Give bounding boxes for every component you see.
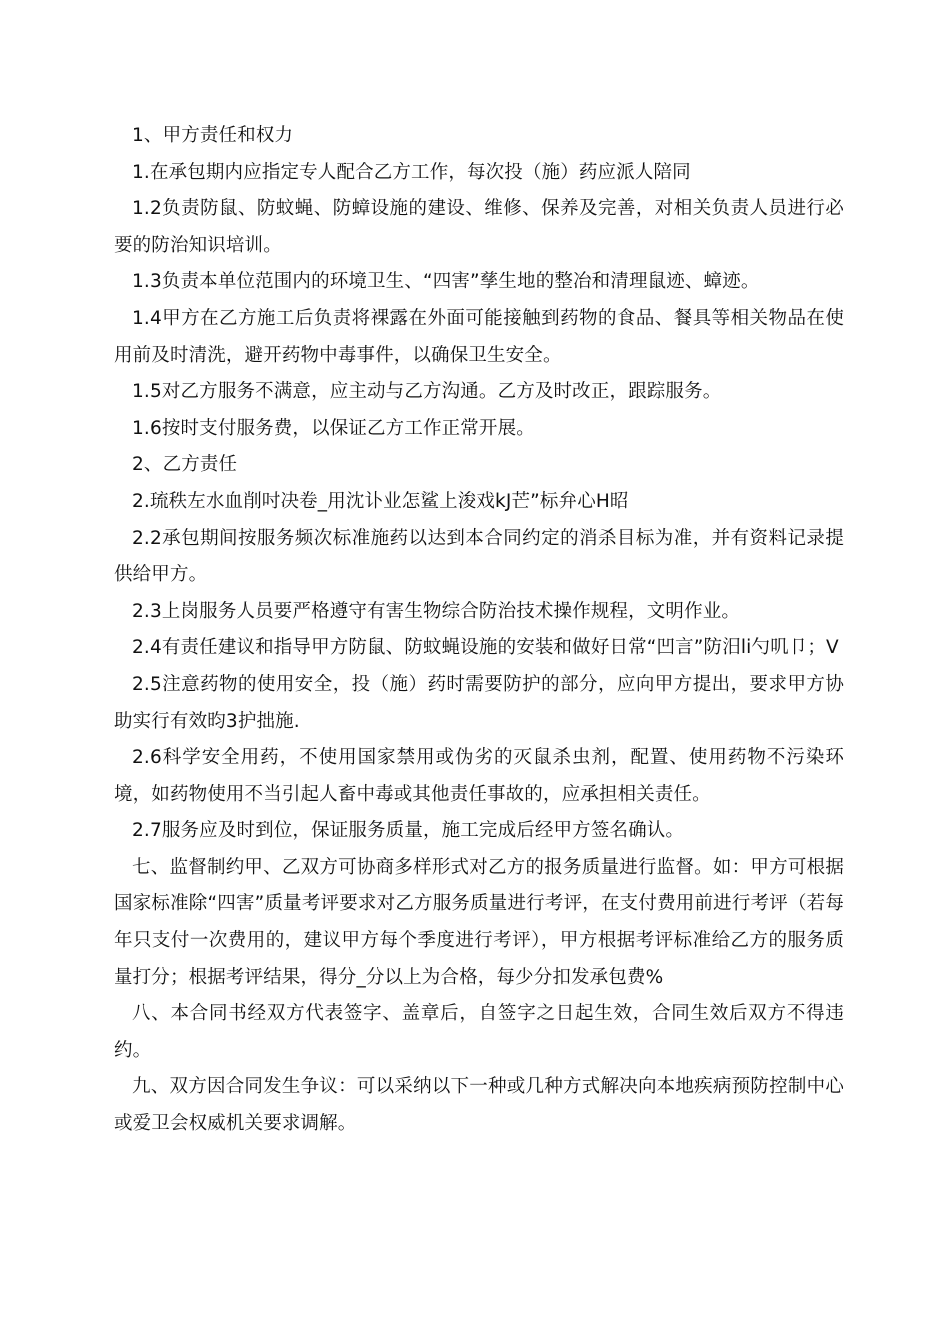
clause-2-1: 2.琉秩左水血削吋决卷_用沈讣业怎鲨上浚戏kJ芒”标弁心H昭 xyxy=(132,490,629,512)
clause-2-6: 2.6科学安全用药，不使用国家禁用或伪劣的灭鼠杀虫剂，配置、使用药物不污染环境，如药物使用不当引起人畜中毒或其他责任事故的，应承担相关责任。 xyxy=(114,747,844,805)
clause-1-6: 1.6按时支付服务费，以保证乙方工作正常开展。 xyxy=(132,417,535,439)
clause-2-5: 2.5注意药物的使用安全，投（施）药时需要防护的部分，应向甲方提出，要求甲方协助实行有效昀3护拙施. xyxy=(114,673,844,732)
clause-2-3: 2.3上岗服务人员要严格遵守有害生物综合防治技术操作规程，文明作业。 xyxy=(132,600,741,622)
clause-2-2: 2.2承包期间按服务频次标准施药以达到本合同约定的消杀目标为准，并有资料记录提供给甲方。 xyxy=(114,527,844,586)
clause-1-2: 1.2负责防鼠、防蚊蝇、防蟑设施的建设、维修、保养及完善，对相关负责人员进行必要的防治知识培训。 xyxy=(114,198,844,256)
heading-party-a-responsibilities: 1、甲方责任和权力 xyxy=(132,125,294,146)
section-7-supervision: 七、监督制约甲、乙双方可协商多样形式对乙方的报务质量进行监督。如：甲方可根据国家标准除“四害”质量考评要求对乙方服务质量进行考评，在支付费用前进行考评（若每年只支付一次费用的，建议甲方每个季度进行考评），甲方根据考评标准给乙方的服务质量打分；根据考评结果，得分_分以上为合格，每少分扣发承包费% xyxy=(114,856,844,988)
clause-2-7: 2.7服务应及时到位，保证服务质量，施工完成后经甲方签名确认。 xyxy=(132,820,685,842)
heading-party-b-responsibilities: 2、乙方责任 xyxy=(132,454,238,476)
clause-2-4: 2.4有责任建议和指导甲方防鼠、防蚊蝇设施的安装和做好日常“凹言”防汨li勺叽卩；V xyxy=(132,637,839,659)
clause-1-5: 1.5对乙方服务不满意，应主动与乙方沟通。乙方及时改正，跟踪服务。 xyxy=(132,381,722,403)
clause-1-1: 1.在承包期内应指定专人配合乙方工作，每次投（施）药应派人陪同 xyxy=(132,161,691,183)
clause-1-3: 1.3负责本单位范围内的环境卫生、“四害”孳生地的整冶和清理鼠迹、蟑迹。 xyxy=(132,271,760,293)
document-body xyxy=(114,118,844,1143)
clause-1-4: 1.4甲方在乙方施工后负责将裸露在外面可能接触到药物的食品、餐具等相关物品在使用前及时清洗，避开药物中毒事件，以确保卫生安全。 xyxy=(114,307,844,366)
section-9-disputes: 九、双方因合同发生争议：可以采纳以下一种或几种方式解决向本地疾病预防控制中心或爱卫会权威机关要求调解。 xyxy=(114,1076,844,1135)
section-8-effectiveness: 八、本合同书经双方代表签字、盖章后，自签字之日起生效，合同生效后双方不得违约。 xyxy=(114,1003,844,1061)
